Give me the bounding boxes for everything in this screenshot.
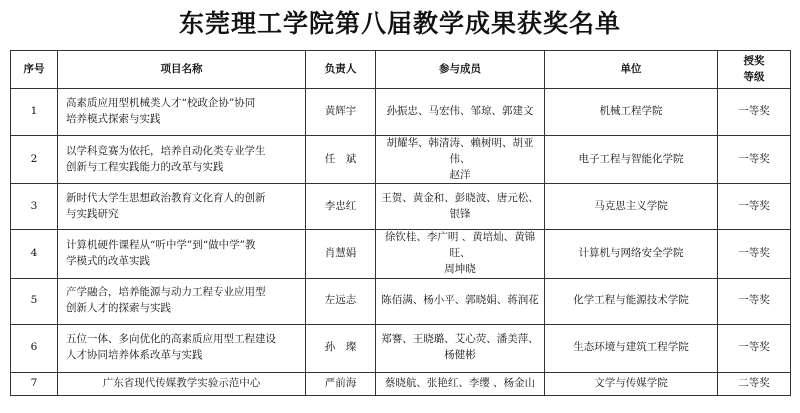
header-level-line1: 授奖 [743,54,765,67]
row-leader: 黄辉宇 [306,89,376,136]
table-row [11,184,791,230]
row-index: 1 [11,89,58,136]
row-level: 一等奖 [718,230,791,278]
row-leader: 孙 璨 [306,324,376,372]
row-project-line2: 人才协同培养体系改革与实践 [66,349,203,361]
row-unit: 文学与传媒学院 [545,372,718,395]
row-index: 2 [11,136,58,184]
row-project-line1: 五位一体、多向优化的高素质应用型工程建设 [66,333,276,346]
row-members-line1: 郑謇、王晓璐、艾心荧、潘美萍、 [381,333,539,346]
table-row [11,89,791,136]
row-members-line2: 赵洋 [449,168,471,181]
header-level-line2: 等级 [743,70,765,83]
row-leader: 左远志 [306,278,376,324]
table-row [11,324,791,372]
row-members [376,278,545,324]
row-unit: 电子工程与智能化学院 [545,136,718,184]
row-project-line1: 计算机硬件课程从“听中学”到“做中学”教 [66,239,256,252]
row-project [58,278,306,324]
row-project-line2: 创新人才的探索与实践 [66,302,171,314]
row-index: 7 [11,372,58,395]
row-members-line1: 胡耀华、韩清涛、赖树明、胡亚伟、 [386,137,534,165]
row-leader: 肖慧娟 [306,230,376,278]
row-members-line2: 周坤晓 [444,262,476,275]
row-index: 4 [11,230,58,278]
row-level: 一等奖 [718,184,791,230]
row-unit: 机械工程学院 [545,89,718,136]
header-unit: 单位 [545,51,718,89]
row-project-line2: 创新与工程实践能力的改革与实践 [66,160,224,173]
table-row [11,230,791,278]
row-project [58,230,306,278]
header-index: 序号 [11,51,58,89]
row-leader: 任 斌 [306,136,376,184]
header-members: 参与成员 [376,51,545,89]
awards-table [10,50,791,396]
row-project [58,136,306,184]
row-members-line1: 蔡晓航、张艳红、李缨 、杨金山 [384,376,536,389]
row-project-line1: 以学科竞赛为依托，培养自动化类专业学生 [66,144,266,157]
row-project-line1: 新时代大学生思想政治教育文化育人的创新 [66,192,266,204]
header-level [718,51,791,89]
table-row [11,278,791,324]
row-members [376,136,545,184]
row-members-line1: 徐钦桂、李广明 、黄培灿、黄锦旺、 [384,231,536,259]
row-level: 一等奖 [718,89,791,136]
row-project-line2: 学模式的改革实践 [66,254,150,267]
row-level: 二等奖 [718,372,791,395]
row-project-line1: 产学融合，培养能源与动力工程专业应用型 [66,286,266,299]
row-index: 3 [11,184,58,230]
row-members [376,324,545,372]
row-level: 一等奖 [718,324,791,372]
row-level: 一等奖 [718,278,791,324]
row-members-line1: 孙振忠、马宏伟、邹琼、郭建文 [386,105,534,118]
row-members [376,372,545,395]
row-members [376,184,545,230]
row-index: 5 [11,278,58,324]
row-unit: 马克思主义学院 [545,184,718,230]
row-members [376,230,545,278]
header-project: 项目名称 [58,51,306,89]
row-project [58,89,306,136]
table-row [11,372,791,395]
row-unit: 生态环境与建筑工程学院 [545,324,718,372]
header-leader: 负责人 [306,51,376,89]
row-leader: 严前海 [306,372,376,395]
row-level: 一等奖 [718,136,791,184]
row-project-line2: 培养模式探索与实践 [66,113,161,125]
table-header-row [11,51,791,89]
row-project-line1: 高素质应用型机械类人才“校政企协”协同 [66,97,256,110]
row-members [376,89,545,136]
row-project [58,372,306,395]
row-members-line1: 王贺、黄金和、彭晓波、唐元松、银锋 [381,192,539,220]
row-project [58,184,306,230]
row-members-line1: 陈佰满、杨小平、郭晓娟、蒋润花 [381,294,539,307]
row-project-line1: 广东省现代传媒教学实验示范中心 [102,376,261,389]
page-title: 东莞理工学院第八届教学成果获奖名单 [178,9,621,38]
row-unit: 计算机与网络安全学院 [545,230,718,278]
row-project-line2: 与实践研究 [66,207,119,220]
row-members-line2: 杨健彬 [444,349,476,361]
row-leader: 李忠红 [306,184,376,230]
row-project [58,324,306,372]
row-unit: 化学工程与能源技术学院 [545,278,718,324]
table-row [11,136,791,184]
row-index: 6 [11,324,58,372]
